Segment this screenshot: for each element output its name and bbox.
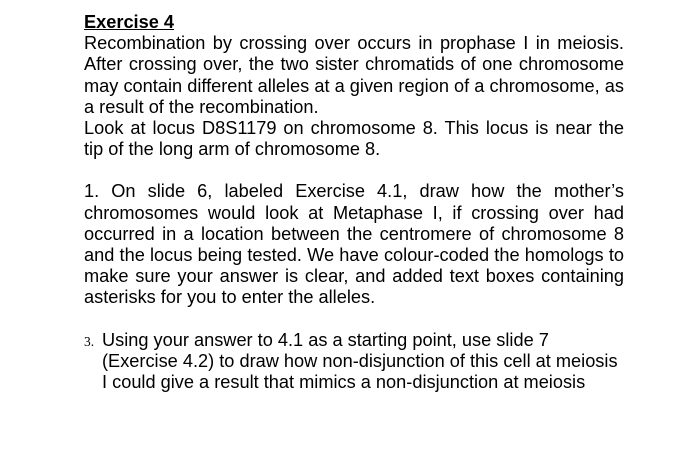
intro-paragraph: Recombination by crossing over occurs in prophase I in meiosis. After crossing over, the two sister chromatids of one chromosome may contain different alleles at a given region of a chromosome, as a result of the recombination.: [84, 33, 624, 117]
question-3: [84, 330, 624, 394]
question-3-number: 3.: [84, 333, 95, 349]
question-1-text: On slide 6, labeled Exercise 4.1, draw how the mother’s chromosomes would look at Metaphase I, if crossing over had occurred in a location between the centromere of chromosome 8 and the locus being tested. We have colour-coded the homologs to make sure your answer is clear, and added text boxes containing asterisks for you to enter the alleles.: [84, 181, 624, 308]
locus-paragraph: Look at locus D8S1179 on chromosome 8. This locus is near the tip of the long arm of chromosome 8.: [84, 118, 624, 160]
exercise-title: Exercise 4: [84, 12, 175, 32]
paragraph-spacer: [84, 309, 624, 330]
question-1-number: 1.: [84, 181, 100, 202]
question-1: [84, 181, 624, 308]
question-3-text: Using your answer to 4.1 as a starting point, use slide 7 (Exercise 4.2) to draw how non-disjunction of this cell at meiosis I could give a result that mimics a non-disjunction at meiosis: [102, 329, 618, 393]
paragraph-spacer: [84, 160, 624, 181]
exercise-document: [84, 12, 624, 393]
